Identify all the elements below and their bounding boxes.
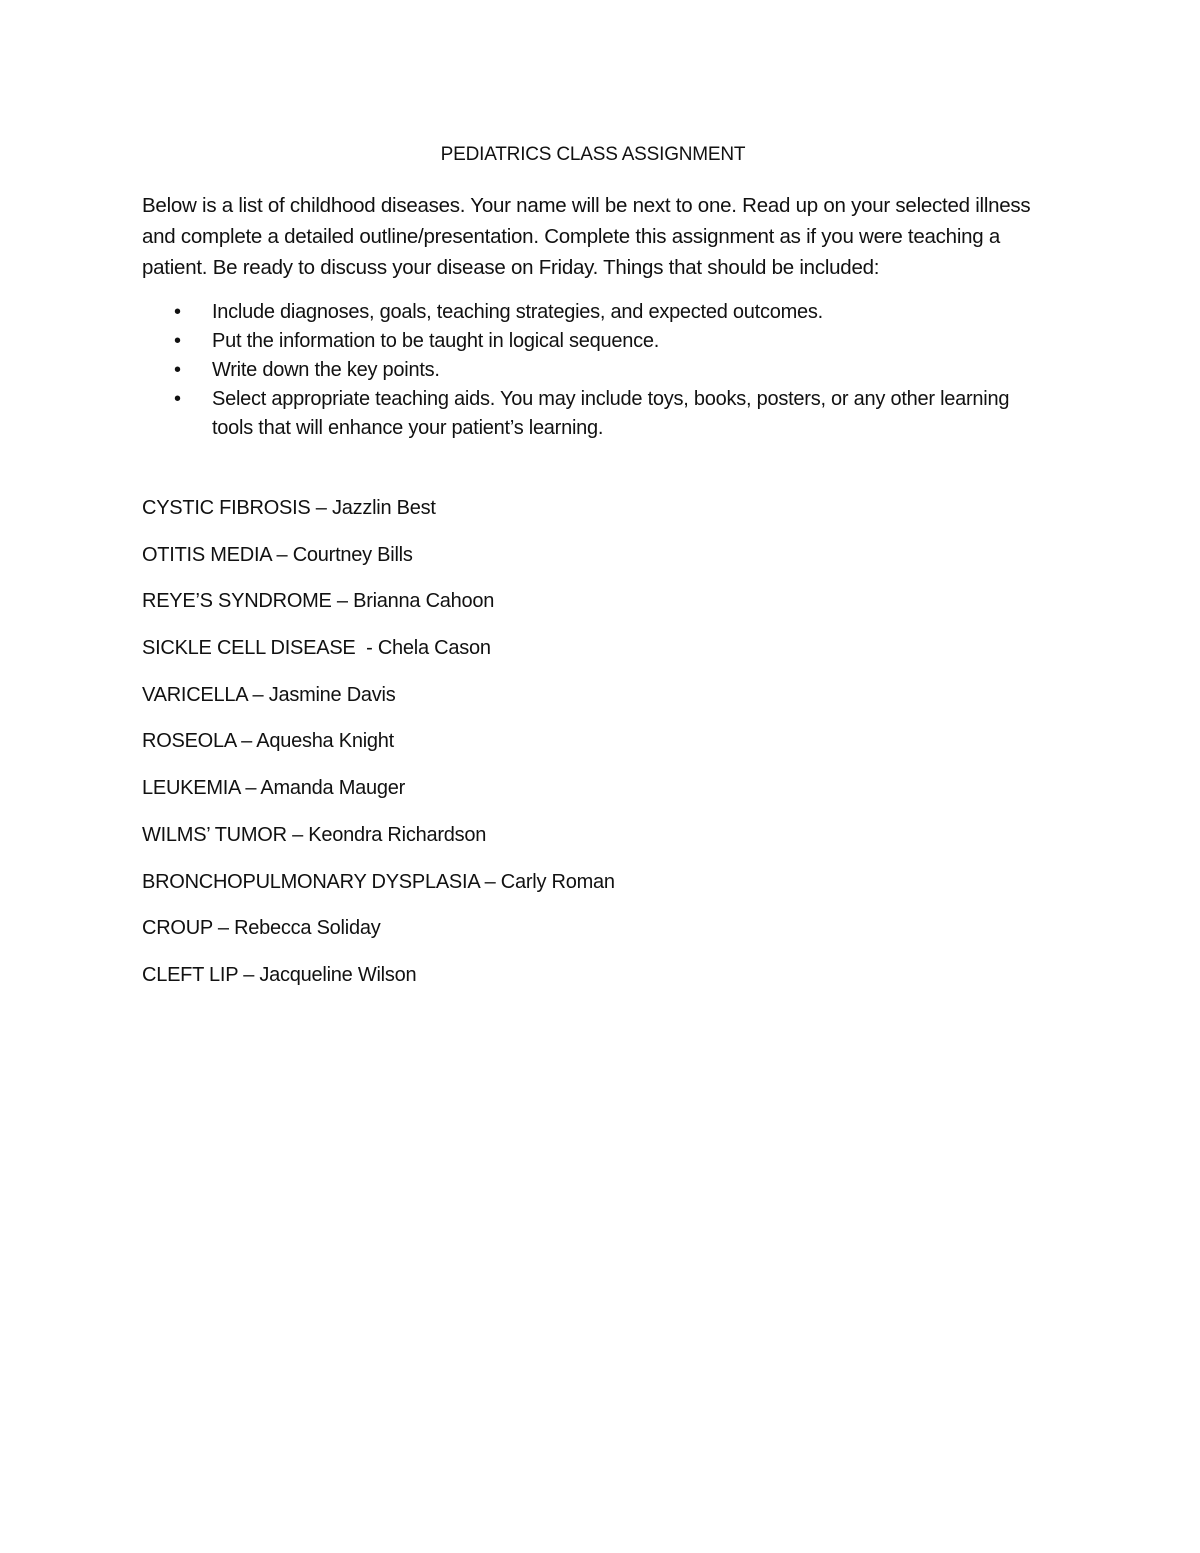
assignment-item: VARICELLA – Jasmine Davis <box>142 683 396 706</box>
bullet-icon: • <box>174 359 181 381</box>
intro-paragraph: Below is a list of childhood diseases. Your name will be next to one. Read up on your selected illness and complete a detailed outline/presentation. Complete this assignment as if you were teaching a patient. Be ready to discuss your disease on Friday. Things that should be included: <box>142 194 1031 279</box>
assignment-item: LEUKEMIA – Amanda Mauger <box>142 777 406 800</box>
disease-assignment-list <box>142 493 1042 1007</box>
assignment-item: BRONCHOPULMONARY DYSPLASIA – Carly Roman <box>142 870 615 893</box>
requirement-item <box>142 385 1042 443</box>
assignment-item: REYE’S SYNDROME – Brianna Cahoon <box>142 590 495 613</box>
requirements-list <box>142 298 1042 443</box>
requirement-text: Write down the key points. <box>212 359 440 381</box>
assignment-item: CYSTIC FIBROSIS – Jazzlin Best <box>142 497 436 519</box>
assignment-item: CROUP – Rebecca Soliday <box>142 917 381 940</box>
assignment-item: WILMS’ TUMOR – Keondra Richardson <box>142 823 487 846</box>
requirement-text: Put the information to be taught in logical sequence. <box>212 330 660 352</box>
assignment-item: ROSEOLA – Aquesha Knight <box>142 730 394 753</box>
bullet-icon: • <box>174 301 181 323</box>
assignment-item: OTITIS MEDIA – Courtney Bills <box>142 543 413 566</box>
requirement-item <box>142 327 1042 356</box>
requirement-item <box>142 298 1042 327</box>
requirement-text: Select appropriate teaching aids. You may include toys, books, posters, or any other learning tools that will enhance your patient’s learning. <box>212 388 1010 439</box>
bullet-icon: • <box>174 330 181 352</box>
assignment-item: SICKLE CELL DISEASE - Chela Cason <box>142 637 491 660</box>
document-title: PEDIATRICS CLASS ASSIGNMENT <box>440 144 746 165</box>
assignment-item: CLEFT LIP – Jacqueline Wilson <box>142 963 417 986</box>
bullet-icon: • <box>174 388 181 410</box>
requirement-item <box>142 356 1042 385</box>
requirement-text: Include diagnoses, goals, teaching strategies, and expected outcomes. <box>212 301 823 323</box>
